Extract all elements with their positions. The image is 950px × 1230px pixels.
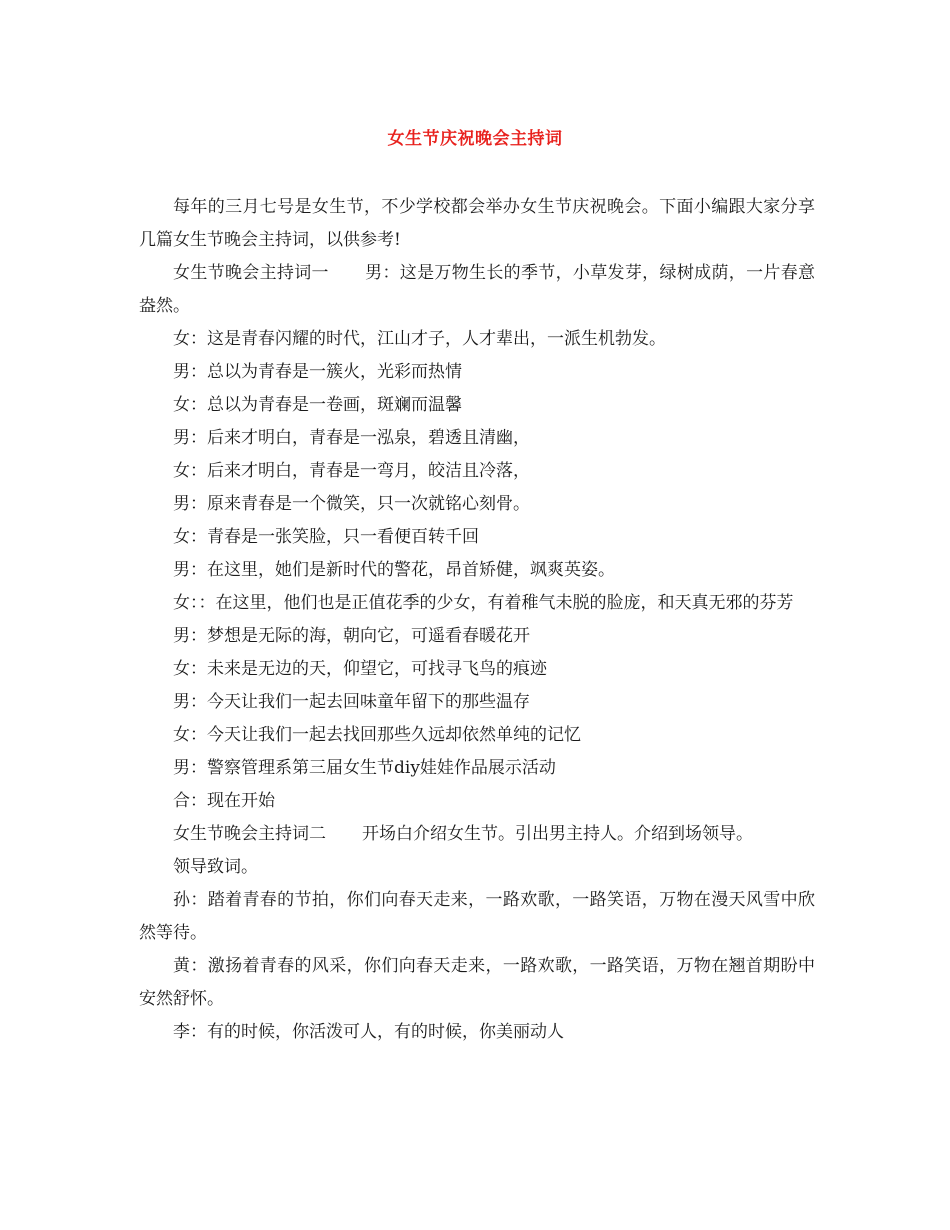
paragraph-text: 每年的三月七号是女生节，不少学校都会举办女生节庆祝晚会。下面小编跟大家分享几篇女生节晚会主持词，以供参考! — [139, 197, 815, 250]
paragraph-text: 李：有的时候，你活泼可人，有的时候，你美丽动人 — [173, 1022, 564, 1042]
dialogue-line — [139, 620, 815, 653]
dialogue-line — [139, 488, 815, 521]
paragraph-text: 合：现在开始 — [173, 791, 275, 811]
dialogue-line — [139, 884, 815, 950]
document-title: 女生节庆祝晚会主持词 — [387, 129, 563, 149]
paragraph-section-two-start — [139, 818, 815, 851]
dialogue-line — [139, 719, 815, 752]
paragraph-text: 男：在这里，她们是新时代的警花，昂首矫健，飒爽英姿。 — [173, 560, 615, 580]
paragraph-text: 男：这是万物生长的季节，小草发芽，绿树成荫，一片春意盎然。 — [139, 263, 816, 316]
dialogue-line — [139, 521, 815, 554]
paragraph-text: 男：梦想是无际的海，朝向它，可遥看春暖花开 — [173, 626, 530, 646]
dialogue-line — [139, 686, 815, 719]
paragraph-text: 女：总以为青春是一卷画，斑斓而温馨 — [173, 395, 462, 415]
dialogue-line — [139, 554, 815, 587]
paragraph-text: 孙：踏着青春的节拍，你们向春天走来，一路欢歌，一路笑语，万物在漫天风雪中欣然等待。 — [139, 890, 815, 943]
paragraph-text: 领导致词。 — [173, 857, 258, 877]
paragraph-text: 女：这是青春闪耀的时代，江山才子，人才辈出，一派生机勃发。 — [173, 329, 666, 349]
paragraph-intro — [139, 191, 815, 257]
dialogue-line — [139, 1016, 815, 1049]
paragraph-text: 女：：在这里，他们也是正值花季的少女，有着稚气未脱的脸庞，和天真无邪的芬芳 — [173, 593, 794, 613]
dialogue-line — [139, 356, 815, 389]
paragraph-text: 男：后来才明白，青春是一泓泉，碧透且清幽， — [173, 428, 530, 448]
dialogue-line — [139, 851, 815, 884]
dialogue-line — [139, 389, 815, 422]
paragraph-text: 黄：激扬着青春的风采，你们向春天走来，一路欢歌，一路笑语，万物在翘首期盼中安然舒怀。 — [139, 956, 815, 1009]
paragraph-text: 男：警察管理系第三届女生节diy娃娃作品展示活动 — [173, 758, 556, 778]
dialogue-line — [139, 785, 815, 818]
paragraph-text: 男：总以为青春是一簇火，光彩而热情 — [173, 362, 462, 382]
paragraph-text: 女：青春是一张笑脸，只一看便百转千回 — [173, 527, 479, 547]
paragraph-text: 男：今天让我们一起去回味童年留下的那些温存 — [173, 692, 530, 712]
dialogue-line — [139, 587, 815, 620]
paragraph-text: 女：后来才明白，青春是一弯月，皎洁且冷落， — [173, 461, 530, 481]
paragraph-text: 开场白介绍女生节。引出男主持人。介绍到场领导。 — [362, 824, 753, 844]
dialogue-line — [139, 422, 815, 455]
dialogue-line — [139, 323, 815, 356]
dialogue-line — [139, 950, 815, 1016]
paragraph-text: 女：未来是无边的天，仰望它，可找寻飞鸟的痕迹 — [173, 659, 547, 679]
section-heading: 女生节晚会主持词一 — [173, 263, 329, 283]
document-body — [139, 191, 815, 1049]
dialogue-line — [139, 752, 815, 785]
dialogue-line — [139, 455, 815, 488]
paragraph-section-one-start — [139, 257, 815, 323]
paragraph-text: 女：今天让我们一起去找回那些久远却依然单纯的记忆 — [173, 725, 581, 745]
section-heading: 女生节晚会主持词二 — [173, 824, 326, 844]
paragraph-text: 男：原来青春是一个微笑，只一次就铭心刻骨。 — [173, 494, 530, 514]
dialogue-line — [139, 653, 815, 686]
